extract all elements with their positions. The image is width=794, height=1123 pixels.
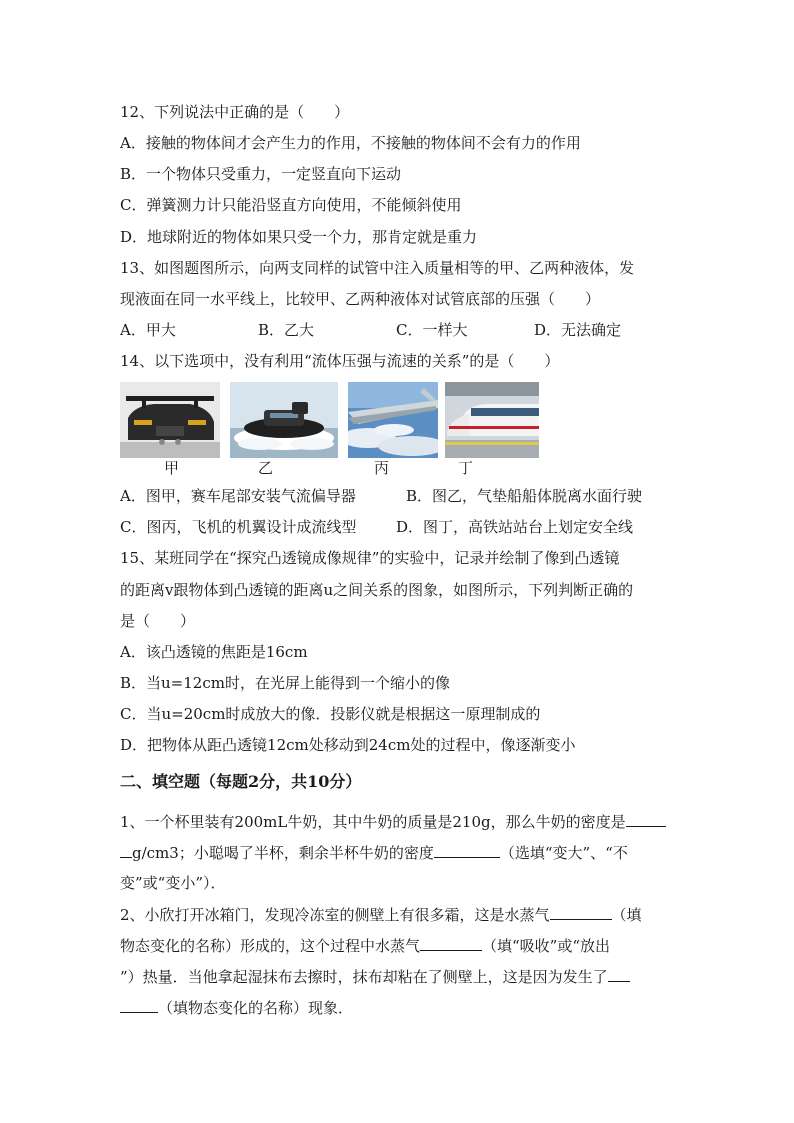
q15-option-b: B．当u=12cm时，在光屏上能得到一个缩小的像: [120, 674, 450, 692]
q12-stem: 12、下列说法中正确的是（ ）: [120, 103, 350, 121]
q13-option-d: D．无法确定: [534, 321, 622, 339]
q15-stem-line1: 15、某班同学在“探究凸透镜成像规律”的实验中，记录并绘制了像到凸透镜: [120, 549, 620, 567]
q14-stem: 14、以下选项中，没有利用“流体压强与流速的关系”的是（ ）: [120, 352, 560, 370]
f2-text-part1: 2、小欣打开冰箱门，发现冷冻室的侧壁上有很多霜，这是水蒸气: [120, 906, 550, 924]
q12-option-c: C．弹簧测力计只能沿竖直方向使用，不能倾斜使用: [120, 196, 462, 214]
q14-option-b: B．图乙，气垫船船体脱离水面行驶: [406, 487, 643, 505]
f2-blank-1[interactable]: [550, 903, 612, 920]
f1-line3: 变”或“变小”）．: [120, 874, 226, 892]
f1-line2: [120, 841, 680, 864]
f2-line4: [120, 996, 680, 1019]
f2-text-part4: （填“吸收”或“放出: [482, 937, 611, 955]
f1-blank-1a[interactable]: [626, 810, 666, 827]
f2-line1: [120, 903, 680, 926]
f1-blank-1b[interactable]: [120, 841, 132, 858]
q15-stem-line2: 的距离v跟物体到凸透镜的距离u之间关系的图象，如图所示，下列判断正确的: [120, 581, 634, 599]
q14-option-a: A．图甲，赛车尾部安装气流偏导器: [120, 487, 356, 505]
f1-text-part1: 1、一个杯里装有200mL牛奶，其中牛奶的质量是210g，那么牛奶的密度是: [120, 813, 626, 831]
f2-line3: [120, 965, 680, 988]
q12-option-b: B．一个物体只受重力，一定竖直向下运动: [120, 165, 402, 183]
f1-blank-2[interactable]: [434, 841, 500, 858]
q12-option-a: A．接触的物体间才会产生力的作用，不接触的物体间不会有力的作用: [120, 134, 581, 152]
f2-text-part2: （填: [611, 906, 642, 924]
q15-option-a: A．该凸透镜的焦距是16cm: [120, 643, 308, 661]
q15-stem-line3: 是（ ）: [120, 612, 196, 630]
q15-option-d: D．把物体从距凸透镜12cm处移动到24cm处的过程中，像逐渐变小: [120, 736, 576, 754]
f2-blank-2[interactable]: [420, 934, 482, 951]
caption-jia: 甲: [164, 459, 180, 477]
hovercraft-image: [230, 382, 338, 458]
f1-line1: [120, 810, 680, 833]
race-car-image: [120, 382, 220, 458]
f2-blank-3b[interactable]: [120, 996, 158, 1013]
f1-text-part2: g/cm3；小聪喝了半杯，剩余半杯牛奶的密度: [132, 844, 434, 862]
f2-text-part6: （填物态变化的名称）现象．: [158, 999, 354, 1017]
f2-text-part3: 物态变化的名称）形成的，这个过程中水蒸气: [120, 937, 421, 955]
q13-stem-line1: 13、如图题图所示，向两支同样的试管中注入质量相等的甲、乙两种液体，发: [120, 259, 635, 277]
f2-text-part5: ”）热量．当他拿起湿抹布去擦时，抹布却粘在了侧壁上，这是因为发生了: [120, 968, 608, 986]
caption-bing: 丙: [374, 459, 390, 477]
caption-yi: 乙: [258, 459, 274, 477]
airplane-wing-image: [348, 382, 438, 458]
q12-option-d: D．地球附近的物体如果只受一个力，那肯定就是重力: [120, 228, 478, 246]
q14-option-c: C．图丙，飞机的机翼设计成流线型: [120, 518, 357, 536]
high-speed-train-image: [445, 382, 539, 458]
f1-text-part3: （选填“变大”、“不: [499, 844, 628, 862]
f2-line2: [120, 934, 680, 957]
q13-stem-line2: 现液面在同一水平线上，比较甲、乙两种液体对试管底部的压强（ ）: [120, 290, 601, 308]
caption-ding: 丁: [458, 459, 474, 477]
f2-blank-3a[interactable]: [608, 965, 630, 982]
section2-heading: 二、填空题（每题2分，共10分）: [120, 772, 362, 791]
q13-option-c: C．一样大: [396, 321, 468, 339]
q13-option-b: B．乙大: [258, 321, 315, 339]
q14-option-d: D．图丁，高铁站站台上划定安全线: [396, 518, 634, 536]
q13-option-a: A．甲大: [120, 321, 176, 339]
q15-option-c: C．当u=20cm时成放大的像．投影仪就是根据这一原理制成的: [120, 705, 541, 723]
